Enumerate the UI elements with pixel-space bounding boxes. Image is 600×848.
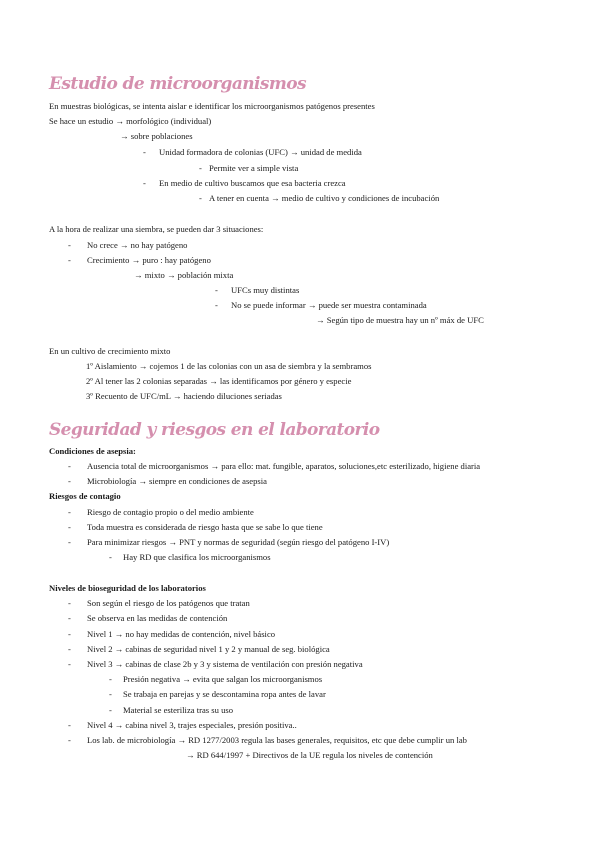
text-line: Material se esteriliza tras su uso xyxy=(123,705,234,715)
bullet-dash: - xyxy=(68,613,71,623)
bullet-dash: - xyxy=(215,300,218,310)
text-line: → sobre poblaciones xyxy=(120,131,193,141)
bullet-dash: - xyxy=(109,705,112,715)
text-line: Nivel 3 → cabinas de clase 2b y 3 y sistema de ventilación con presión negativa xyxy=(87,659,363,669)
text-line: Microbiología → siempre en condiciones de asepsia xyxy=(87,476,267,486)
bullet-dash: - xyxy=(143,178,146,188)
section-title-safety: Seguridad y riesgos en el laboratorio xyxy=(49,420,380,440)
text-line: A la hora de realizar una siembra, se pueden dar 3 situaciones: xyxy=(49,224,264,234)
text-line: Hay RD que clasifica los microorganismos xyxy=(123,552,271,562)
text-line: → mixto → población mixta xyxy=(134,270,234,280)
bullet-dash: - xyxy=(68,461,71,471)
text-line: Para minimizar riesgos → PNT y normas de seguridad (según riesgo del patógeno I-IV) xyxy=(87,537,390,547)
text-line: → Según tipo de muestra hay un nº máx de UFC xyxy=(316,315,484,325)
text-line: Riesgo de contagio propio o del medio ambiente xyxy=(87,507,254,517)
bullet-dash: - xyxy=(215,285,218,295)
bullet-dash: - xyxy=(68,476,71,486)
text-line: → RD 644/1997 + Directivos de la UE regula los niveles de contención xyxy=(186,750,433,760)
text-line: Presión negativa → evita que salgan los microorganismos xyxy=(123,674,323,684)
bullet-dash: - xyxy=(68,735,71,745)
text-line: 3º Recuento de UFC/mL → haciendo diluciones seriadas xyxy=(86,391,282,401)
bullet-dash: - xyxy=(68,720,71,730)
text-line: No se puede informar → puede ser muestra contaminada xyxy=(231,300,427,310)
bullet-dash: - xyxy=(199,163,202,173)
text-line: 1º Aislamiento → cojemos 1 de las colonias con un asa de siembra y la sembramos xyxy=(86,361,372,371)
bullet-dash: - xyxy=(68,629,71,639)
bullet-dash: - xyxy=(68,537,71,547)
text-line: 2º Al tener las 2 colonias separadas → las identificamos por género y especie xyxy=(86,376,352,386)
text-line: Nivel 4 → cabina nivel 3, trajes especiales, presión positiva.. xyxy=(87,720,297,730)
text-line: UFCs muy distintas xyxy=(231,285,300,295)
subheading: Condiciones de asepsia: xyxy=(49,446,136,456)
text-line: Son según el riesgo de los patógenos que tratan xyxy=(87,598,250,608)
text-line: Toda muestra es considerada de riesgo hasta que se sabe lo que tiene xyxy=(87,522,323,532)
text-line: Nivel 1 → no hay medidas de contención, nivel básico xyxy=(87,629,276,639)
bullet-dash: - xyxy=(68,659,71,669)
bullet-dash: - xyxy=(68,644,71,654)
text-line: A tener en cuenta → medio de cultivo y condiciones de incubación xyxy=(209,193,440,203)
bullet-dash: - xyxy=(109,689,112,699)
subheading: Riesgos de contagio xyxy=(49,491,121,501)
text-line: Los lab. de microbiología → RD 1277/2003 regula las bases generales, requisitos, etc que debe cumplir un lab xyxy=(87,735,467,745)
text-line: Nivel 2 → cabinas de seguridad nivel 1 y 2 y manual de seg. biológica xyxy=(87,644,330,654)
text-line: Se trabaja en parejas y se descontamina ropa antes de lavar xyxy=(123,689,326,699)
text-line: Unidad formadora de colonias (UFC) → unidad de medida xyxy=(159,147,362,157)
bullet-dash: - xyxy=(68,255,71,265)
bullet-dash: - xyxy=(68,240,71,250)
text-line: Crecimiento → puro : hay patógeno xyxy=(87,255,211,265)
bullet-dash: - xyxy=(68,522,71,532)
text-line: Se observa en las medidas de contención xyxy=(87,613,228,623)
bullet-dash: - xyxy=(199,193,202,203)
text-line: Se hace un estudio → morfológico (individual) xyxy=(49,116,212,126)
text-line: No crece → no hay patógeno xyxy=(87,240,188,250)
text-line: En medio de cultivo buscamos que esa bacteria crezca xyxy=(159,178,346,188)
text-line: Permite ver a simple vista xyxy=(209,163,299,173)
subheading: Niveles de bioseguridad de los laboratorios xyxy=(49,583,206,593)
bullet-dash: - xyxy=(109,552,112,562)
text-line: En un cultivo de crecimiento mixto xyxy=(49,346,171,356)
bullet-dash: - xyxy=(68,598,71,608)
text-line: En muestras biológicas, se intenta aislar e identificar los microorganismos patógenos presentes xyxy=(49,101,375,111)
text-line: Ausencia total de microorganismos → para ello: mat. fungible, aparatos, soluciones,etc esterilizado, higiene diaria xyxy=(87,461,481,471)
bullet-dash: - xyxy=(143,147,146,157)
section-title-microorganisms: Estudio de microorganismos xyxy=(49,74,306,94)
bullet-dash: - xyxy=(109,674,112,684)
bullet-dash: - xyxy=(68,507,71,517)
